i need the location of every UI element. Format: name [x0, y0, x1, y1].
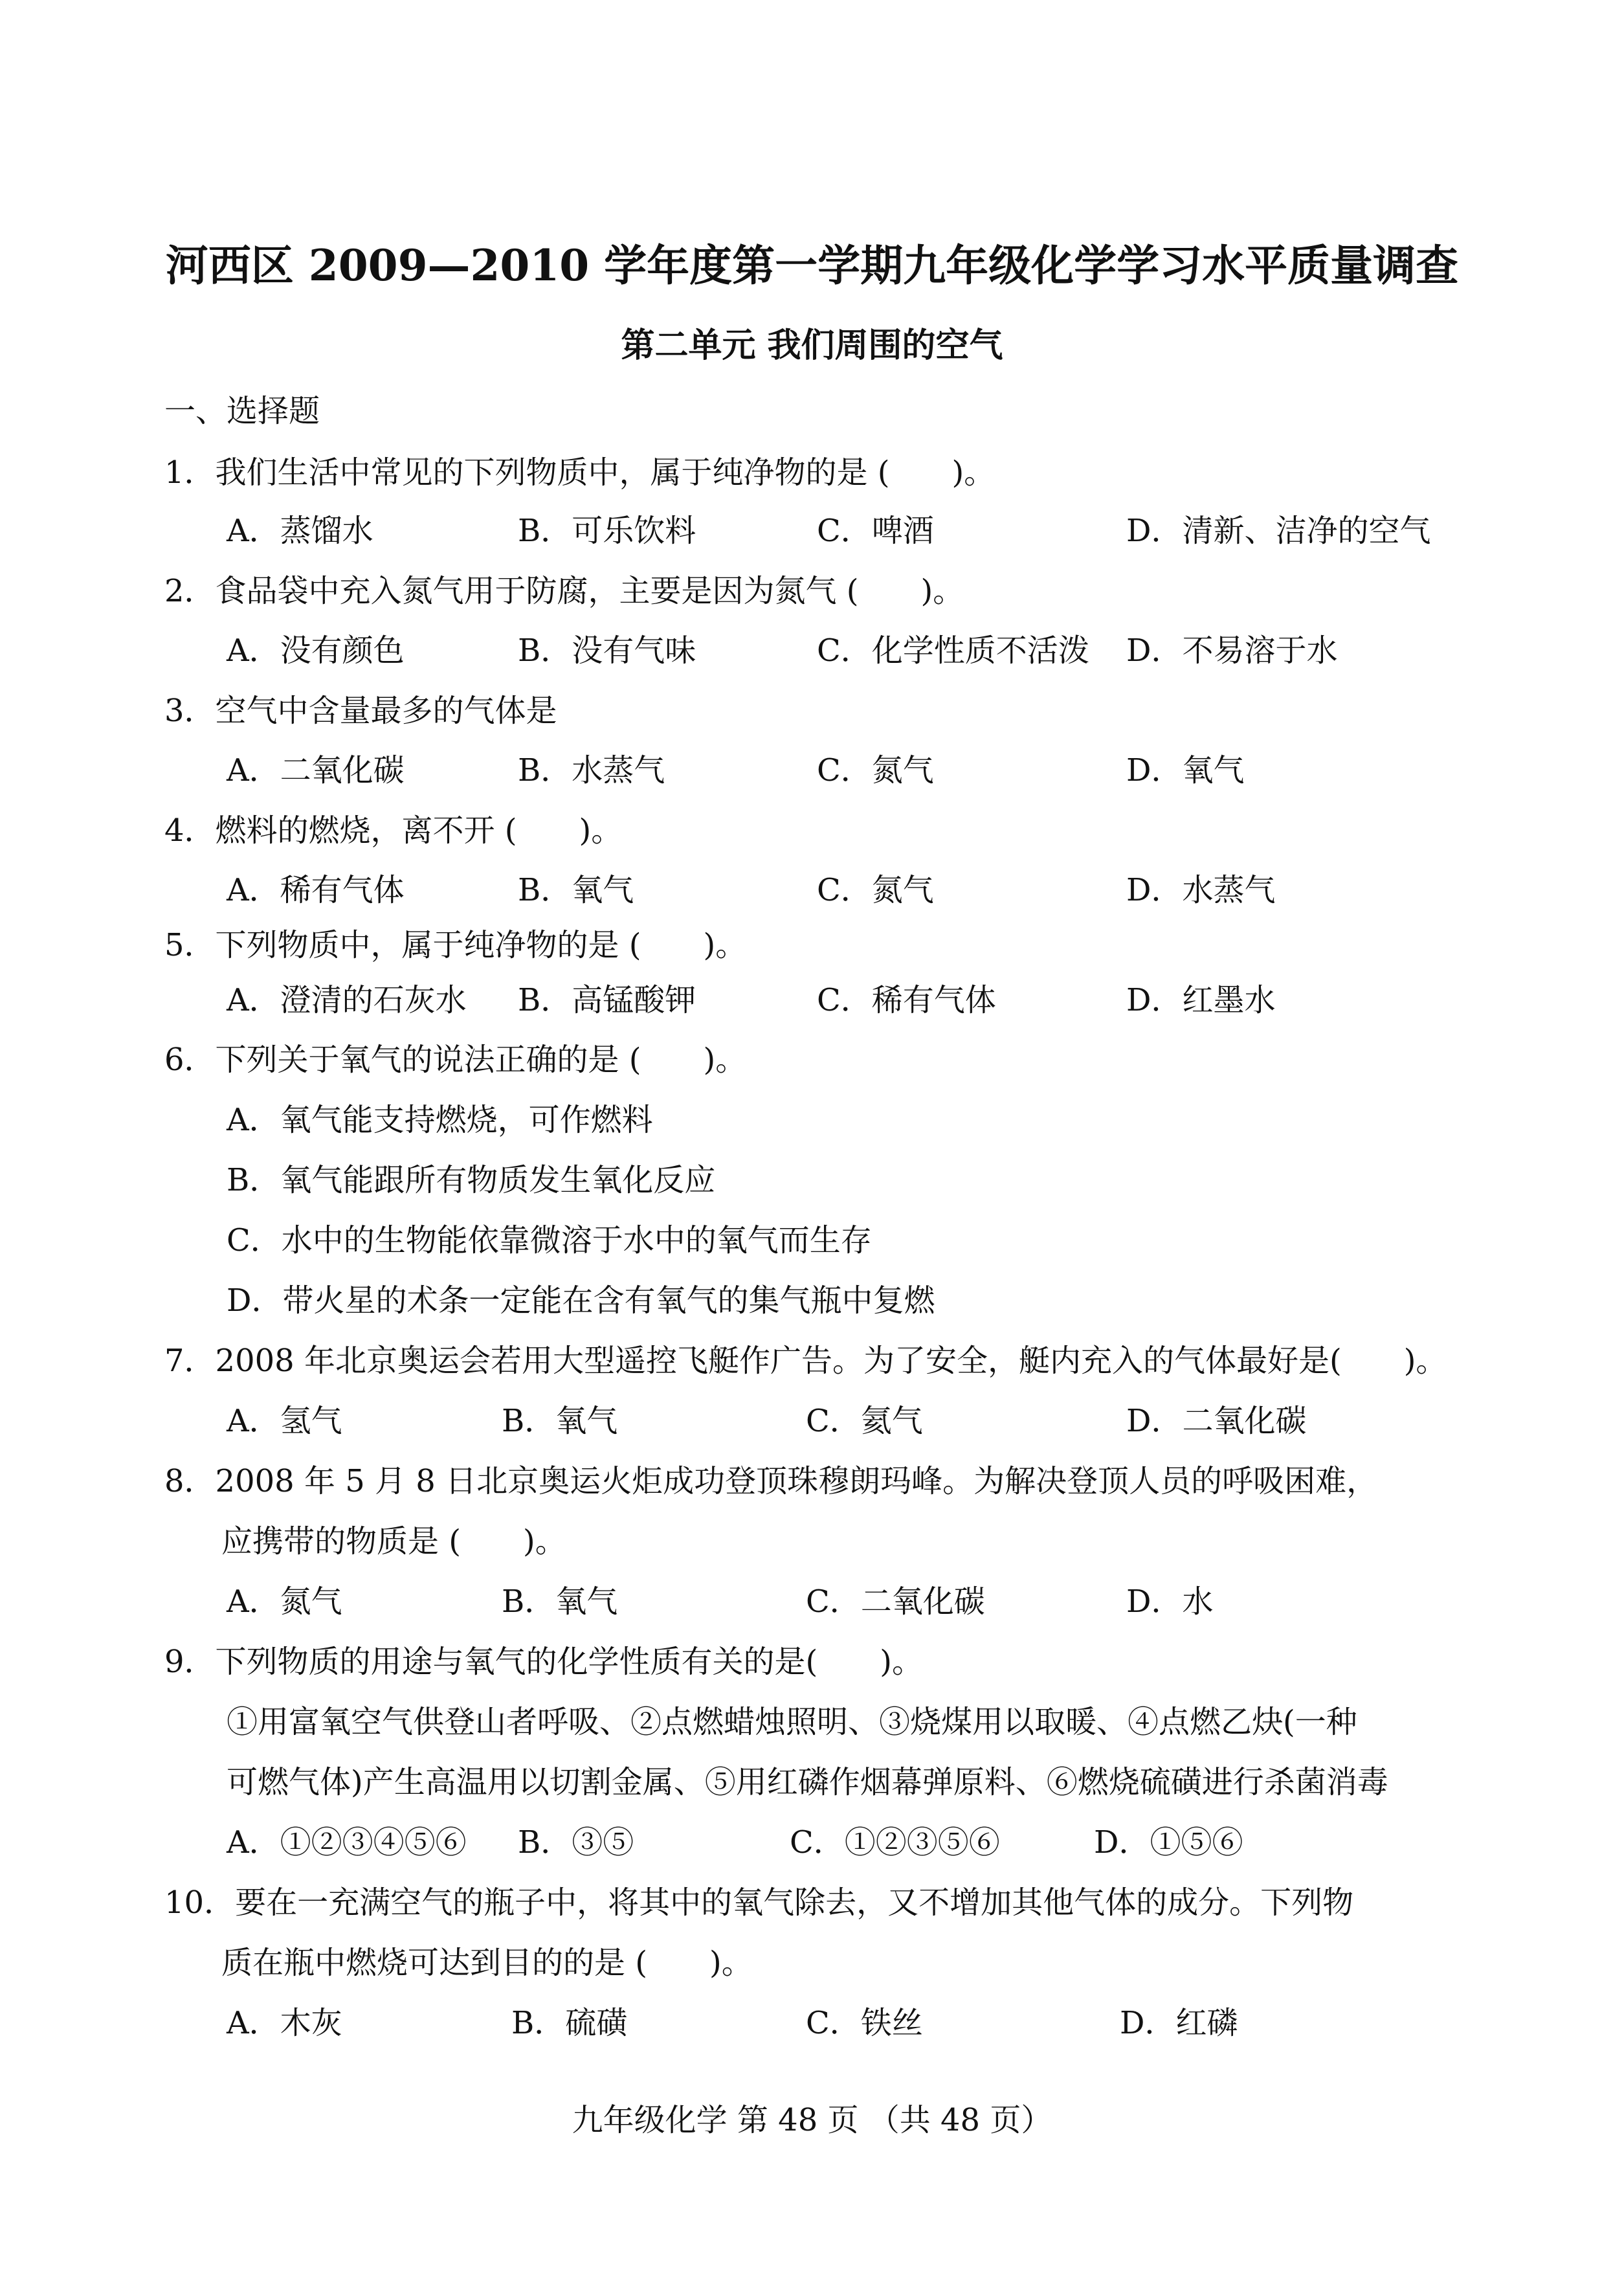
question-stem: [164, 1455, 1377, 1507]
question-stem: [164, 1335, 1447, 1387]
question-text: 我们生活中常见的下列物质中，属于纯净物的是 ( )。: [215, 454, 996, 491]
question-text-continued: 可燃气体)产生高温用以切割金属、⑤用红磷作烟幕弹原料、⑥燃烧硫磺进行杀菌消毒: [227, 1764, 1388, 1800]
option-c: C．啤酒: [817, 513, 934, 549]
question-number: 3．: [164, 693, 216, 729]
option-a: A．蒸馏水: [227, 513, 373, 549]
option-b: B．硫磺: [511, 2005, 628, 2041]
option-b: B．氧气: [502, 1403, 618, 1439]
question-text-continued: ①用富氧空气供登山者呼吸、②点燃蜡烛照明、③烧煤用以取暖、④点燃乙炔(一种: [227, 1704, 1357, 1740]
option-b: B．③⑤: [518, 1824, 634, 1861]
question-stem: [164, 1636, 923, 1688]
option-a: A．没有颜色: [227, 632, 405, 669]
option-b: B．水蒸气: [518, 752, 665, 789]
question-text-continued: 应携带的物质是 ( )。: [221, 1523, 566, 1560]
question-number: 4．: [164, 812, 216, 849]
question-stem: [164, 447, 995, 498]
question-stem: [164, 919, 746, 971]
page-footer: 九年级化学 第 48 页 （共 48 页）: [572, 2102, 1052, 2138]
question-text: 2008 年 5 月 8 日北京奥运火炬成功登顶珠穆朗玛峰。为解决登顶人员的呼吸困难，: [215, 1463, 1378, 1499]
question-number: 8．: [164, 1463, 216, 1499]
question-number: 6．: [164, 1042, 216, 1078]
option-a: A．木灰: [227, 2005, 342, 2041]
option-d: D．水蒸气: [1126, 872, 1276, 908]
question-text: 下列物质中，属于纯净物的是 ( )。: [215, 927, 747, 963]
option-b: B．没有气味: [518, 632, 696, 669]
option-a: A．澄清的石灰水: [227, 982, 467, 1018]
option-a: A．氢气: [227, 1403, 342, 1439]
option-c: C．氮气: [817, 752, 934, 789]
option-c: C．水中的生物能依靠微溶于水中的氧气而生存: [227, 1222, 872, 1258]
page-title: 河西区 2009—2010 学年度第一学期九年级化学学习水平质量调查: [165, 240, 1459, 291]
unit-subtitle: 第二单元 我们周围的空气: [621, 326, 1003, 365]
option-a: A．氮气: [227, 1583, 342, 1620]
option-b: B．氧气能跟所有物质发生氧化反应: [227, 1162, 716, 1198]
question-text: 燃料的燃烧，离不开 ( )。: [215, 812, 623, 849]
question-stem: [164, 1034, 746, 1086]
option-d: D．带火星的术条一定能在含有氧气的集气瓶中复燃: [227, 1282, 935, 1319]
option-c: C．二氧化碳: [806, 1583, 985, 1620]
option-c: C．稀有气体: [817, 982, 996, 1018]
option-c: C．氮气: [817, 872, 934, 908]
question-text: 空气中含量最多的气体是: [215, 693, 557, 729]
option-b: B．高锰酸钾: [518, 982, 696, 1018]
option-d: D．红墨水: [1126, 982, 1276, 1018]
question-text-continued: 质在瓶中燃烧可达到目的的是 ( )。: [221, 1945, 753, 1981]
question-stem: [164, 1877, 1353, 1929]
question-text: 要在一充满空气的瓶子中，将其中的氧气除去，又不增加其他气体的成分。下列物: [235, 1885, 1354, 1921]
question-number: 7．: [164, 1343, 216, 1379]
option-a: A．稀有气体: [227, 872, 405, 908]
question-number: 9．: [164, 1644, 216, 1680]
question-stem: [164, 805, 622, 856]
option-b: B．氧气: [518, 872, 634, 908]
option-d: D．水: [1126, 1583, 1214, 1620]
question-number: 10．: [164, 1885, 236, 1921]
question-stem: [164, 685, 557, 737]
section-heading: 一、选择题: [164, 393, 320, 429]
option-c: C．氦气: [806, 1403, 923, 1439]
question-number: 1．: [164, 454, 216, 491]
option-c: C．化学性质不活泼: [817, 632, 1089, 669]
question-stem: [164, 565, 964, 617]
question-number: 5．: [164, 927, 216, 963]
question-text: 2008 年北京奥运会若用大型遥控飞艇作广告。为了安全，艇内充入的气体最好是( )。: [215, 1343, 1447, 1379]
option-a: A．①②③④⑤⑥: [227, 1824, 467, 1861]
question-number: 2．: [164, 573, 216, 609]
option-a: A．二氧化碳: [227, 752, 405, 789]
option-b: B．可乐饮料: [518, 513, 696, 549]
option-b: B．氧气: [502, 1583, 618, 1620]
question-text: 下列物质的用途与氧气的化学性质有关的是( )。: [215, 1644, 924, 1680]
option-d: D．清新、洁净的空气: [1126, 513, 1431, 549]
question-text: 下列关于氧气的说法正确的是 ( )。: [215, 1042, 747, 1078]
option-c: C．铁丝: [806, 2005, 923, 2041]
option-c: C．①②③⑤⑥: [790, 1824, 1000, 1861]
option-d: D．不易溶于水: [1126, 632, 1338, 669]
question-text: 食品袋中充入氮气用于防腐，主要是因为氮气 ( )。: [215, 573, 964, 609]
option-a: A．氧气能支持燃烧，可作燃料: [227, 1102, 653, 1138]
option-d: D．二氧化碳: [1126, 1403, 1307, 1439]
option-d: D．红磷: [1120, 2005, 1238, 2041]
option-d: D．氧气: [1126, 752, 1245, 789]
option-d: D．①⑤⑥: [1094, 1824, 1243, 1861]
